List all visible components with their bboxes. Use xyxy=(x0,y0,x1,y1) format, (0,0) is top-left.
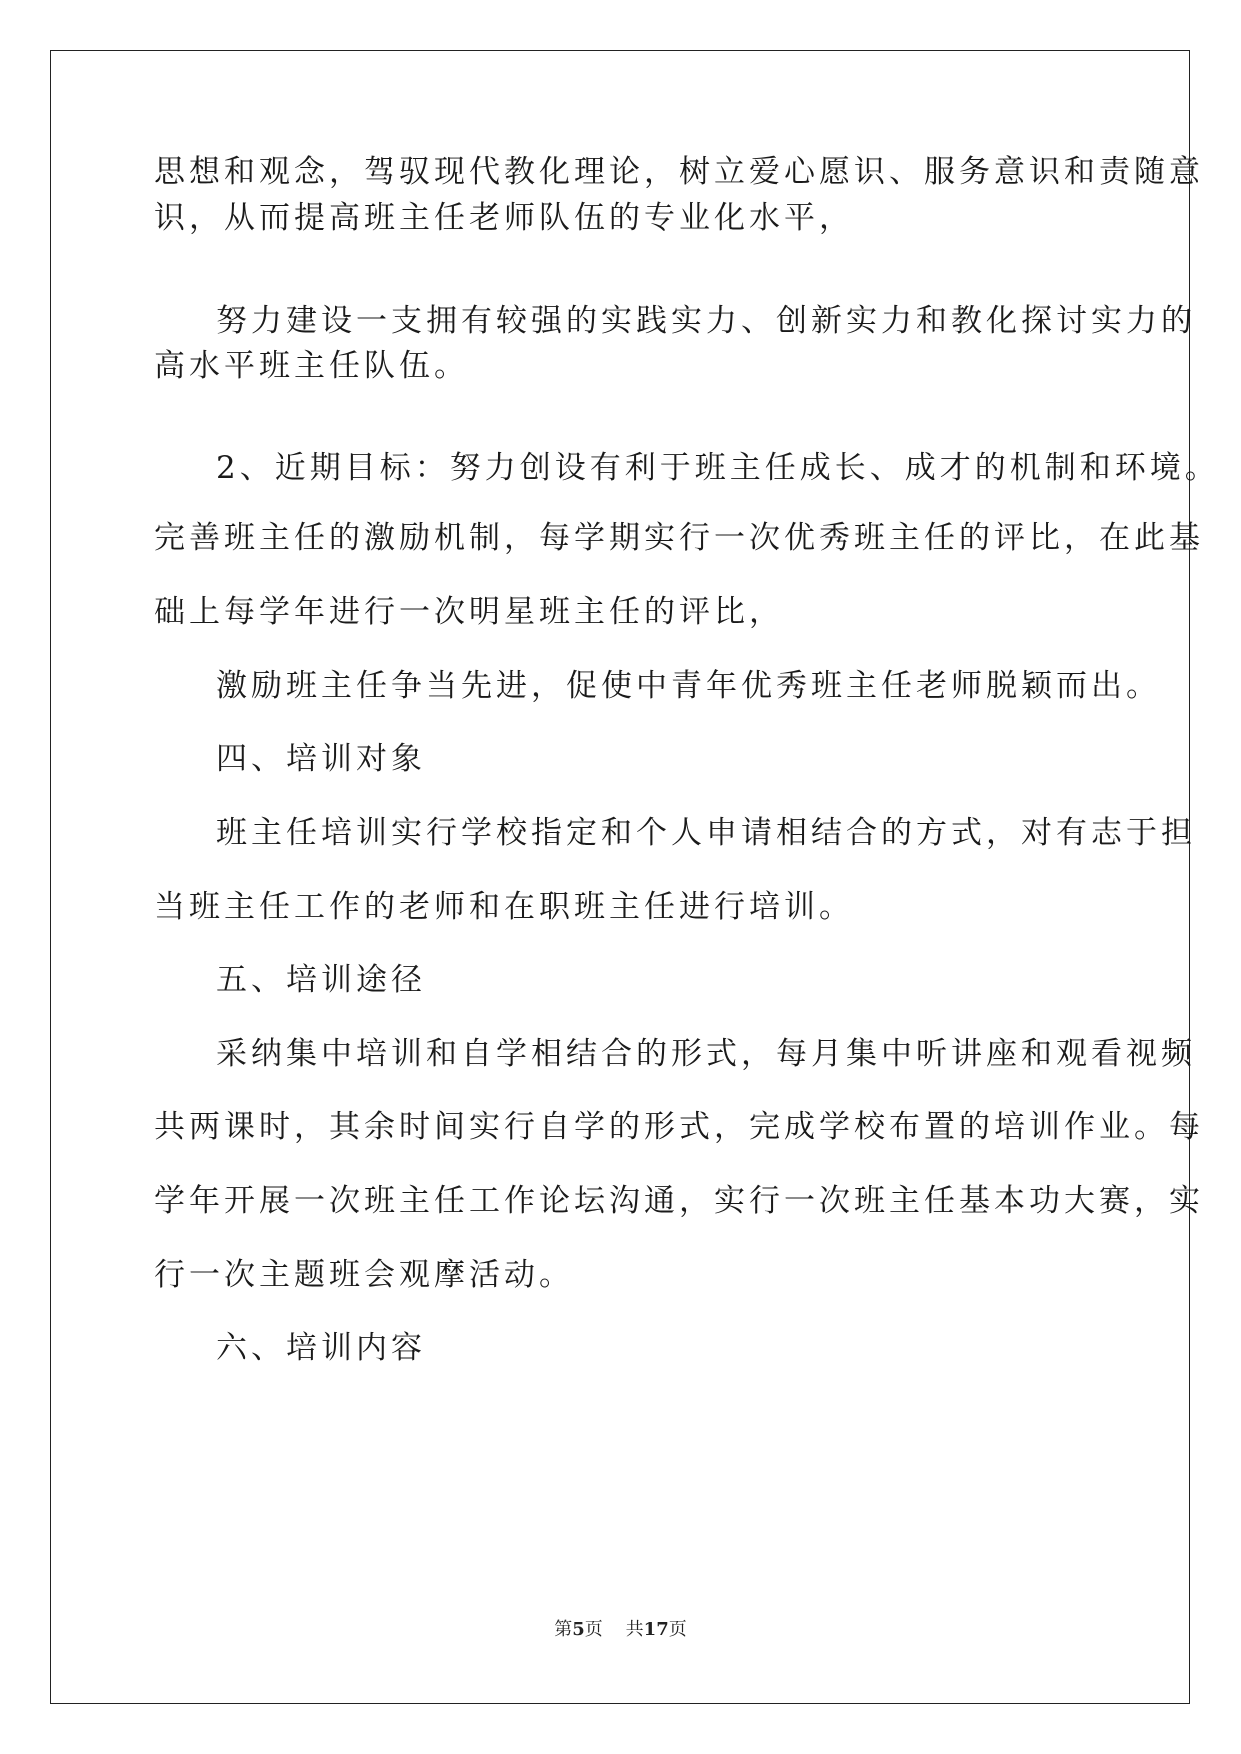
text-line: 2、近期目标：努力创设有利于班主任成长、成才的机制和环境。 xyxy=(216,450,1220,486)
text-line: 思想和观念，驾驭现代教化理论，树立爱心愿识、服务意识和责随意 xyxy=(154,154,1204,190)
page-border xyxy=(50,50,1190,1704)
text-line: 完善班主任的激励机制，每学期实行一次优秀班主任的评比，在此基 xyxy=(154,520,1204,556)
text-line: 当班主任工作的老师和在职班主任进行培训。 xyxy=(154,889,854,925)
text-line: 共两课时，其余时间实行自学的形式，完成学校布置的培训作业。每 xyxy=(154,1109,1204,1145)
page-footer xyxy=(0,1618,1241,1642)
text-line: 班主任培训实行学校指定和个人申请相结合的方式，对有志于担 xyxy=(216,815,1196,851)
page-number: 5 xyxy=(572,1619,585,1640)
section-heading: 六、培训内容 xyxy=(216,1330,426,1366)
text-line: 识，从而提高班主任老师队伍的专业化水平， xyxy=(154,200,854,236)
footer-page-suffix: 页 xyxy=(584,1619,603,1640)
footer-prefix: 第 xyxy=(554,1619,573,1640)
text-line: 础上每学年进行一次明星班主任的评比， xyxy=(154,594,784,630)
footer-total-suffix: 页 xyxy=(668,1619,687,1640)
section-heading: 四、培训对象 xyxy=(216,741,426,777)
text-line: 学年开展一次班主任工作论坛沟通，实行一次班主任基本功大赛，实 xyxy=(154,1183,1204,1219)
text-line: 行一次主题班会观摩活动。 xyxy=(154,1257,574,1293)
text-line: 激励班主任争当先进，促使中青年优秀班主任老师脱颖而出。 xyxy=(216,668,1161,704)
text-line: 努力建设一支拥有较强的实践实力、创新实力和教化探讨实力的 xyxy=(216,303,1196,339)
text-line: 高水平班主任队伍。 xyxy=(154,348,469,384)
text-line: 采纳集中培训和自学相结合的形式，每月集中听讲座和观看视频 xyxy=(216,1036,1196,1072)
total-pages: 17 xyxy=(643,1619,669,1640)
section-heading: 五、培训途径 xyxy=(216,962,426,998)
footer-total-prefix: 共 xyxy=(625,1619,644,1640)
